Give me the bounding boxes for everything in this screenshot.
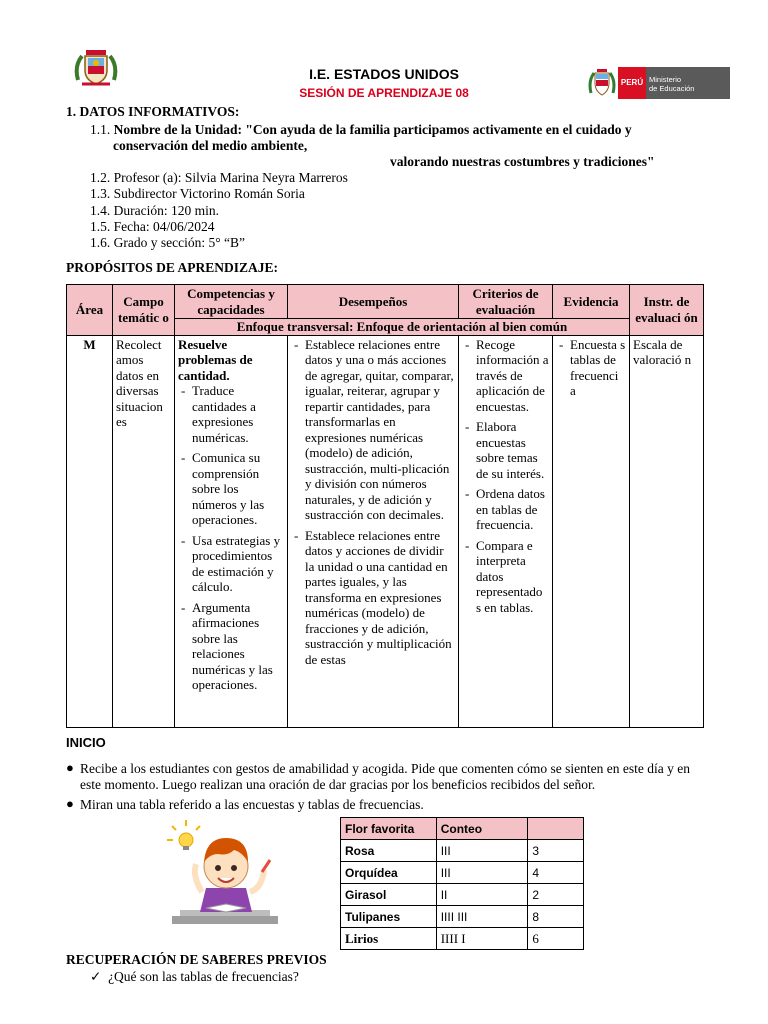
table-row bbox=[341, 884, 584, 906]
cell-desempenos bbox=[288, 335, 459, 727]
header-criterios: Criterios de evaluación bbox=[459, 285, 553, 319]
freq-total: 2 bbox=[528, 884, 584, 906]
criterio-item: - Ordena datos en tablas de frecuencia. bbox=[476, 486, 549, 533]
freq-conteo: II bbox=[436, 884, 528, 906]
freq-conteo: IIII I bbox=[436, 928, 528, 950]
ministry-line2: de Educación bbox=[649, 83, 695, 93]
capacidad-item: - Traduce cantidades a expresiones numéricas. bbox=[192, 383, 284, 445]
freq-header-total bbox=[528, 818, 584, 840]
freq-total: 8 bbox=[528, 906, 584, 928]
competencia-title: Resuelve problemas de cantidad. bbox=[178, 336, 253, 383]
criterio-item: - Recoge información a través de aplicación de encuestas. bbox=[476, 337, 549, 415]
freq-flor: Rosa bbox=[341, 840, 437, 862]
criterio-item: - Elabora encuestas sobre temas de su interés. bbox=[476, 419, 549, 481]
freq-total: 6 bbox=[528, 928, 584, 950]
header-campo: Campo temátic o bbox=[113, 285, 175, 336]
recuperacion-question bbox=[90, 969, 299, 985]
recuperacion-title: RECUPERACIÓN DE SABERES PREVIOS bbox=[66, 952, 327, 967]
freq-flor: Orquídea bbox=[341, 862, 437, 884]
cell-criterios bbox=[459, 335, 553, 727]
inicio-bullet-2: ● Miran una tabla referido a las encuestas y tablas de frecuencias. bbox=[66, 796, 424, 812]
enfoque-transversal: Enfoque transversal: Enfoque de orientación al bien común bbox=[175, 319, 630, 336]
inicio-bullet-1: ● Recibe a los estudiantes con gestos de amabilidad y acogida. Pide que comenten cómo se sienten en este día y en este momento. Luego realizan una oración de dar gracias por los beneficios recibidos del señor. bbox=[66, 760, 690, 792]
session-title: SESIÓN DE APRENDIZAJE 08 bbox=[299, 86, 469, 100]
desempeno-item: - Establece relaciones entre datos y acciones de dividir la unidad o una cantidad en partes iguales, y las transforma en expresiones numéricas (modelo) de fracciones y de adición, sustracción y multiplicación de estas bbox=[305, 528, 455, 668]
peru-badge: PERÚ bbox=[618, 67, 646, 99]
subdirector: 1.3. Subdirector Victorino Román Soria bbox=[90, 186, 305, 201]
cell-campo: Recolect amos datos en diversas situacion es bbox=[113, 335, 175, 727]
criterio-item: - Compara e interpreta datos representado s en tablas. bbox=[476, 538, 549, 616]
child-studying-illustration bbox=[166, 820, 282, 930]
checkmark-icon: ✓ bbox=[90, 969, 102, 984]
inicio-title: INICIO bbox=[66, 735, 106, 750]
profesor: 1.2. Profesor (a): Silvia Marina Neyra Marreros bbox=[90, 170, 348, 185]
cell-instr: Escala de valoració n bbox=[630, 335, 704, 727]
propositos-table bbox=[66, 284, 704, 728]
header-competencias: Competencias y capacidades bbox=[175, 285, 288, 319]
school-name: I.E. ESTADOS UNIDOS bbox=[309, 66, 459, 82]
datos-title: 1. DATOS INFORMATIVOS: bbox=[66, 104, 240, 119]
freq-header-row bbox=[341, 818, 584, 840]
table-row bbox=[341, 906, 584, 928]
capacidad-item: - Argumenta afirmaciones sobre las relaciones numéricas y las operaciones. bbox=[192, 600, 284, 693]
unidad-text-3: valorando nuestras costumbres y tradiciones" bbox=[390, 154, 655, 169]
capacidad-item: - Comunica su comprensión sobre los números y las operaciones. bbox=[192, 450, 284, 528]
header-evidencia: Evidencia bbox=[553, 285, 630, 319]
unidad-label: Nombre de la Unidad: bbox=[113, 122, 246, 137]
duracion: 1.4. Duración: 120 min. bbox=[90, 203, 219, 218]
frequency-table bbox=[340, 817, 584, 950]
table-row bbox=[341, 840, 584, 862]
freq-header-flor: Flor favorita bbox=[341, 818, 437, 840]
cell-evidencia bbox=[553, 335, 630, 727]
cell-competencias bbox=[175, 335, 288, 727]
freq-conteo: IIII III bbox=[436, 906, 528, 928]
grado-seccion: 1.6. Grado y sección: 5° “B” bbox=[90, 235, 245, 250]
header-area: Área bbox=[67, 285, 113, 336]
header-instr: Instr. de evaluaci ón bbox=[630, 285, 704, 336]
freq-total: 4 bbox=[528, 862, 584, 884]
freq-header-conteo: Conteo bbox=[436, 818, 528, 840]
question-text: ¿Qué son las tablas de frecuencias? bbox=[108, 969, 299, 984]
unidad-text-2: conservación del medio ambiente, bbox=[113, 138, 308, 153]
capacidad-item: - Usa estrategias y procedimientos de estimación y cálculo. bbox=[192, 533, 284, 595]
freq-conteo: III bbox=[436, 840, 528, 862]
freq-conteo: III bbox=[436, 862, 528, 884]
propositos-title: PROPÓSITOS DE APRENDIZAJE: bbox=[66, 260, 279, 275]
ministry-line1: Ministerio bbox=[649, 75, 682, 84]
cell-area: M bbox=[67, 335, 113, 727]
unidad-line1 bbox=[90, 122, 632, 138]
freq-flor: Girasol bbox=[341, 884, 437, 906]
table-row bbox=[341, 928, 584, 950]
fecha: 1.5. Fecha: 04/06/2024 bbox=[90, 219, 215, 234]
evidencia-item: - Encuesta s tablas de frecuenci a bbox=[570, 337, 626, 399]
freq-flor: Tulipanes bbox=[341, 906, 437, 928]
header-desempenos: Desempeños bbox=[288, 285, 459, 319]
table-row bbox=[341, 862, 584, 884]
freq-flor: Lirios bbox=[341, 928, 437, 950]
unidad-num: 1.1. bbox=[90, 122, 111, 137]
desempeno-item: - Establece relaciones entre datos y una o más acciones de agregar, quitar, comparar, igualar, reiterar, agrupar y repartir cantidades, para transformarlas en expresiones numéricas (modelo) de adición, sustracción, multi-plicación y división con números naturales, y de adición y sustracción con decimales. bbox=[305, 337, 455, 523]
freq-total: 3 bbox=[528, 840, 584, 862]
unidad-text-1: "Con ayuda de la familia participamos activamente en el cuidado y bbox=[245, 122, 632, 137]
